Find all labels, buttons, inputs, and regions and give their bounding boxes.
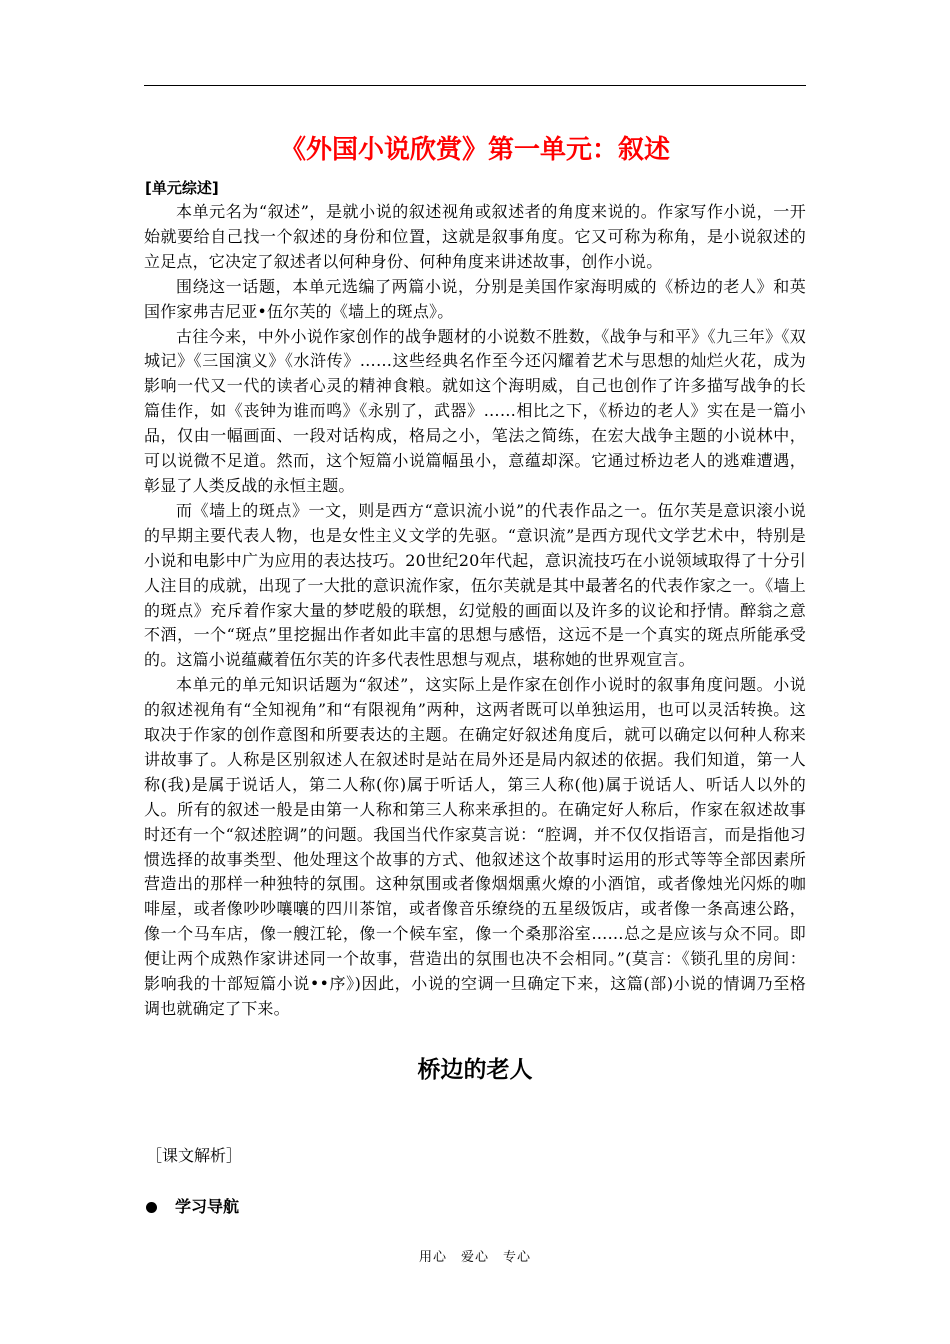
study-guide-label: 学习导航: [175, 1197, 240, 1216]
page-footer: 用心 爱心 专心: [418, 1250, 531, 1265]
header-rule: [144, 85, 806, 86]
bullet-icon: [146, 1202, 157, 1213]
paragraph: 围绕这一话题，本单元选编了两篇小说，分别是美国作家海明威的《桥边的老人》和英国作家弗吉尼亚•伍尔芙的《墙上的斑点》。: [144, 276, 806, 321]
paragraph: 而《墙上的斑点》一文，则是西方“意识流小说”的代表作品之一。伍尔芙是意识滚小说的早期主要代表人物，也是女性主义文学的先驱。“意识流”是西方现代文学艺术中，特别是小说和电影中广为应用的表达技巧。20世纪20年代起，意识流技巧在小说领域取得了十分引人注目的成就，出现了一大批的意识流作家，伍尔芙就是其中最著名的代表作家之一。《墙上的斑点》充斥着作家大量的梦呓般的联想，幻觉般的画面以及许多的议论和抒情。醉翁之意不酒，一个“斑点”里挖掘出作者如此丰富的思想与感悟，这远不是一个真实的斑点所能承受的。这篇小说蕴藏着伍尔芙的许多代表性思想与观点，堪称她的世界观宣言。: [144, 500, 806, 670]
unit-overview-body: [144, 200, 806, 1022]
section-label-text-analysis: ［课文解析］: [146, 1146, 243, 1165]
paragraph: 本单元名为“叙述”，是就小说的叙述视角或叙述者的角度来说的。作家写作小说，一开始就要给自己找一个叙述的身份和位置，这就是叙事角度。它又可称为称角，是小说叙述的立足点，它决定了叙述者以何种身份、何种角度来讲述故事，创作小说。: [144, 202, 806, 271]
section-label-unit-overview: [单元综述]: [145, 179, 219, 197]
paragraph: 古往今来，中外小说作家创作的战争题材的小说数不胜数，《战争与和平》《九三年》《双城记》《三国演义》《水浒传》……这些经典名作至今还闪耀着艺术与思想的灿烂火花，成为影响一代又一代的读者心灵的精神食粮。就如这个海明威，自己也创作了许多描写战争的长篇佳作，如《丧钟为谁而鸣》《永别了，武器》……相比之下，《桥边的老人》实在是一篇小品，仅由一幅画面、一段对话构成，格局之小，笔法之简练，在宏大战争主题的小说林中，可以说微不足道。然而，这个短篇小说篇幅虽小，意蕴却深。它通过桥边老人的逃难遭遇，彰显了人类反战的永恒主题。: [144, 326, 806, 495]
paragraph: 本单元的单元知识话题为“叙述”，这实际上是作家在创作小说时的叙事角度问题。小说的叙述视角有“全知视角”和“有限视角”两种，这两者既可以单独运用，也可以灵活转换。这取决于作家的创作意图和所要表达的主题。在确定好叙述角度后，就可以确定以何种人称来讲故事了。人称是区别叙述人在叙述时是站在局外还是局内叙述的依据。我们知道，第一人称(我)是属于说话人，第二人称(你)属于听话人，第三人称(他)属于说话人、听话人以外的人。所有的叙述一般是由第一人称和第三人称来承担的。在确定好人称后，作家在叙述故事时还有一个“叙述腔调”的问题。我国当代作家莫言说：“腔调，并不仅仅指语言，而是指他习惯选择的故事类型、他处理这个故事的方式、他叙述这个故事时运用的形式等等全部因素所营造出的那样一种独特的氛围。这种氛围或者像烟烟熏火燎的小酒馆，或者像烛光闪烁的咖啡屋，或者像吵吵嚷嚷的四川茶馆，或者像音乐缭绕的五星级饭店，或者像一条高速公路，像一个马车店，像一艘江轮，像一个候车室，像一个桑那浴室……总之是应该与众不同。即便让两个成熟作家讲述同一个故事，营造出的氛围也决不会相同。”(莫言：《锁孔里的房间：影响我的十部短篇小说••序》)因此，小说的空调一旦确定下来，这篇(部)小说的情调乃至格调也就确定了下来。: [144, 675, 806, 1018]
story-title: 桥边的老人: [417, 1057, 533, 1083]
study-guide-heading: [146, 1196, 239, 1218]
document-title: 《外国小说欣赏》第一单元：叙述: [279, 135, 670, 165]
